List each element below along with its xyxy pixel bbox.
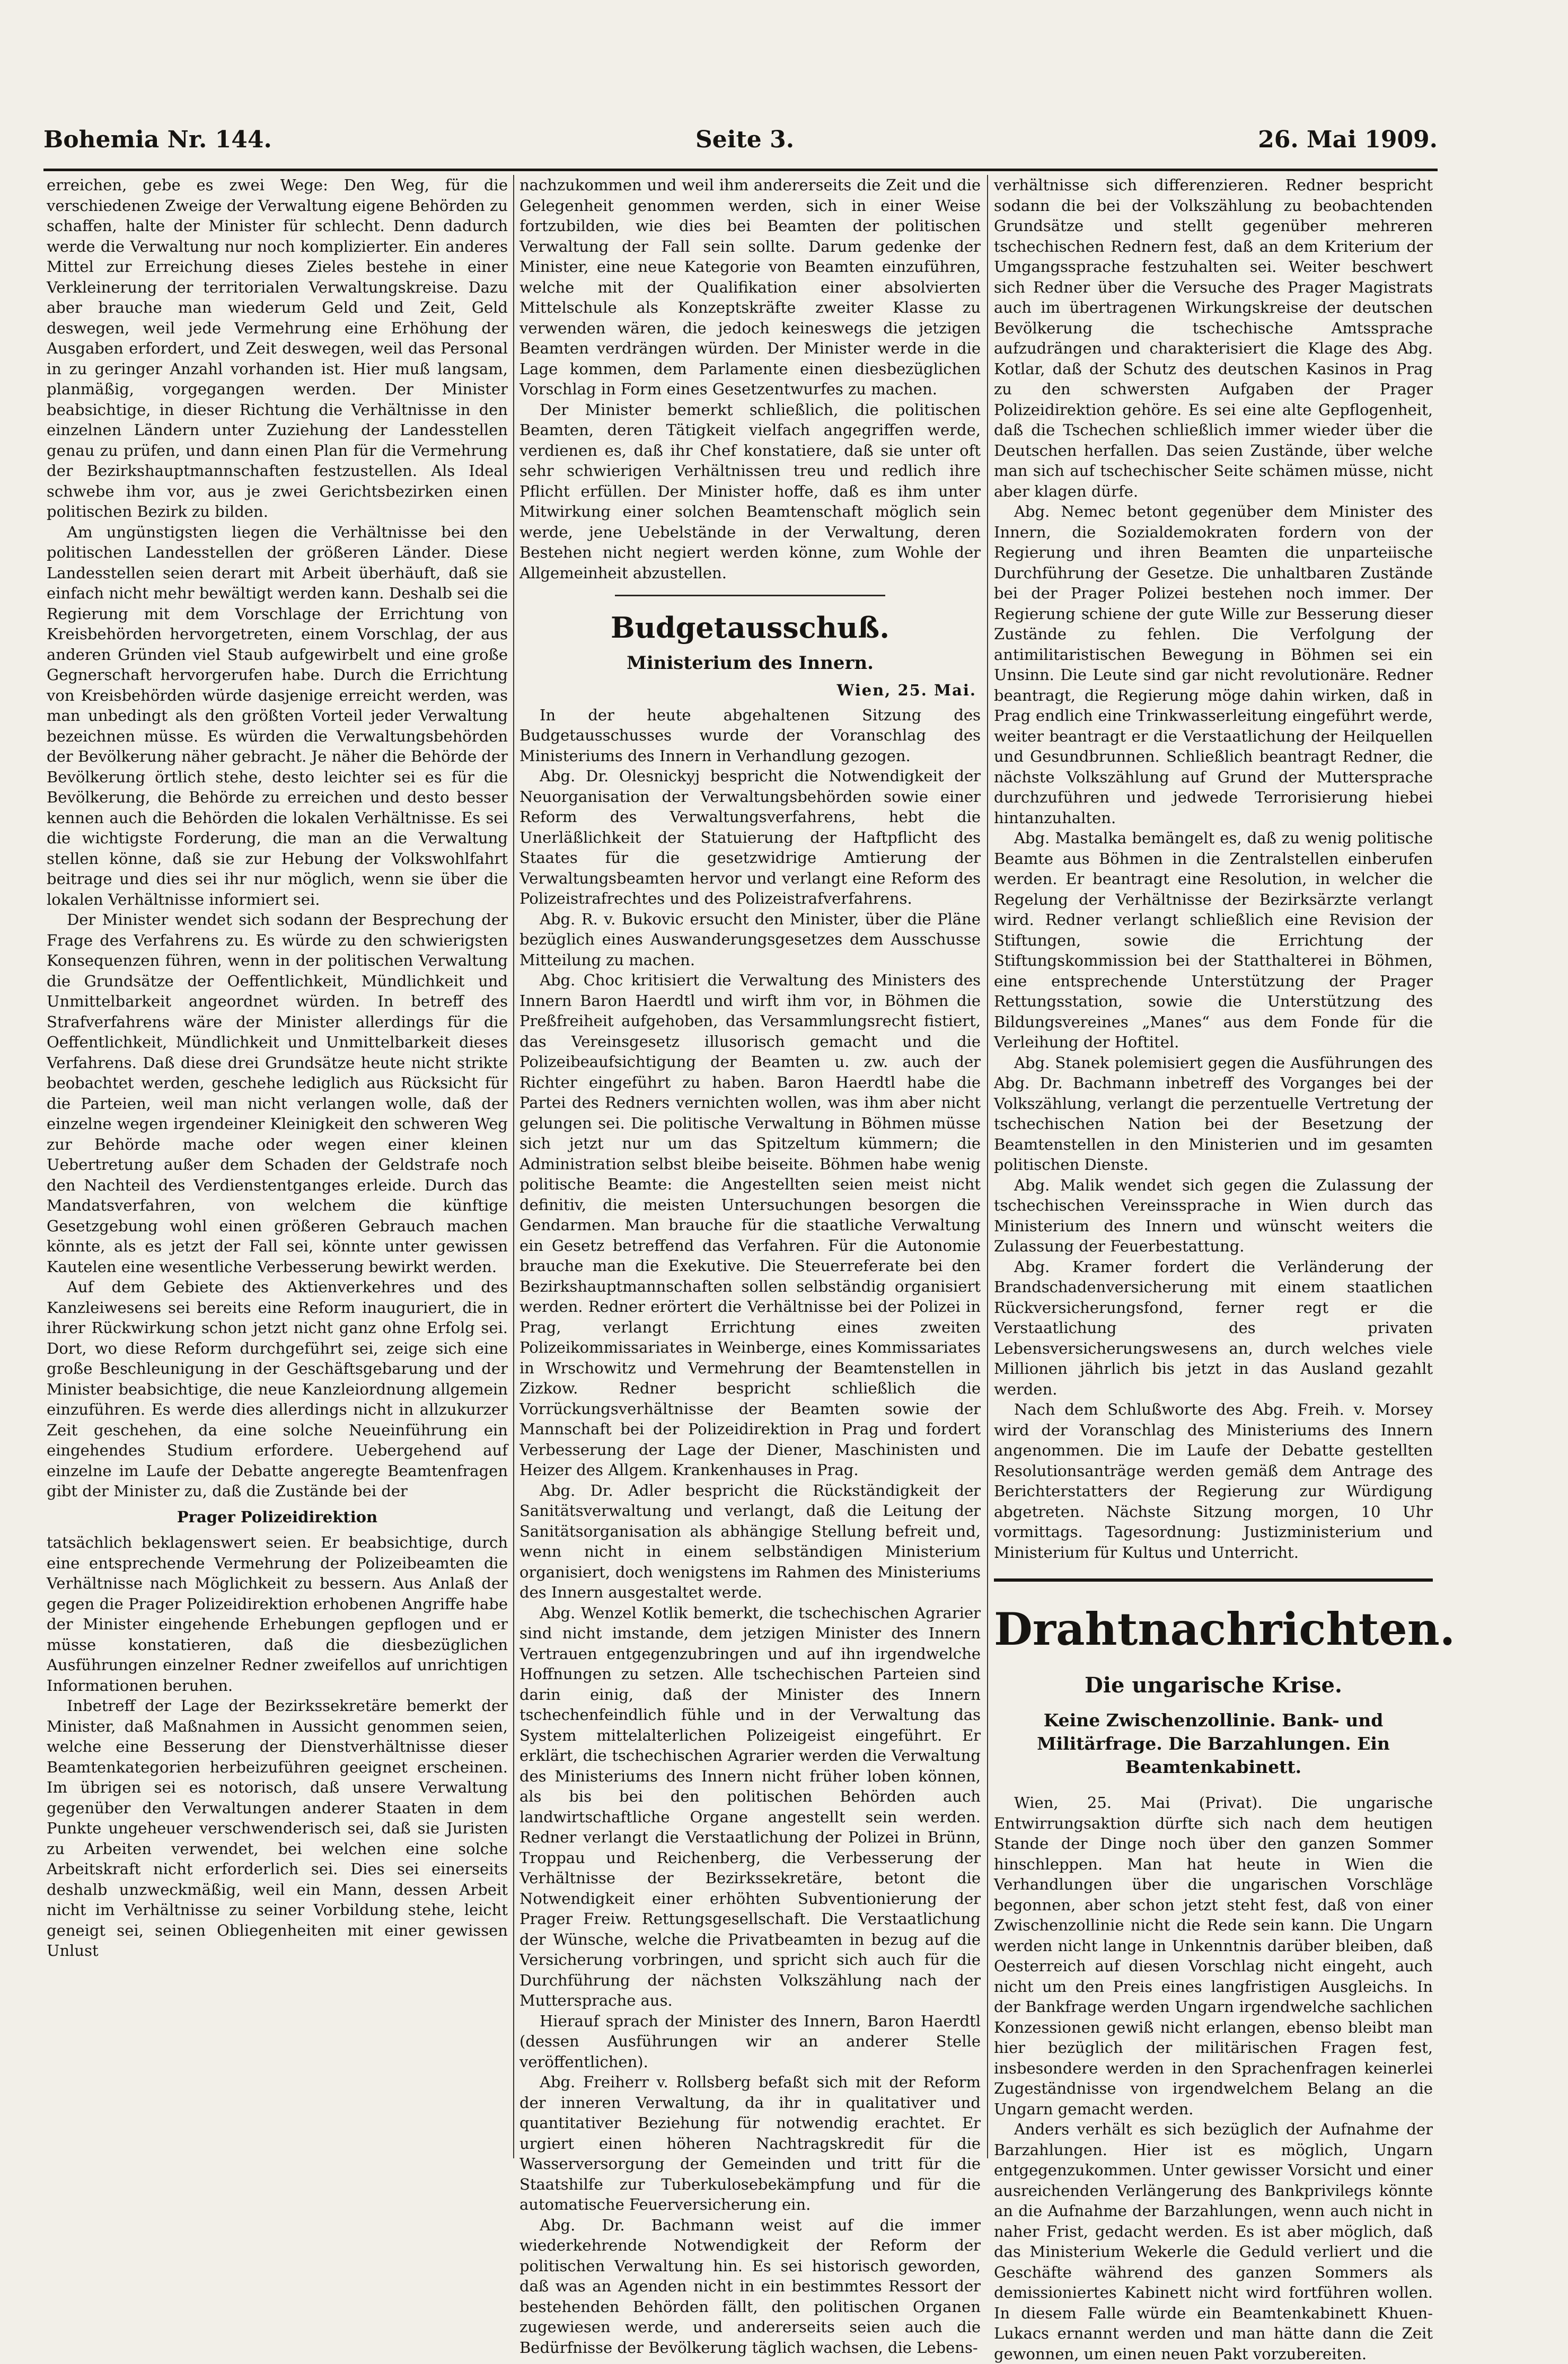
paragraph: Hierauf sprach der Minister des Innern, Baron Haerdtl (dessen Ausführungen wir an anderer Stelle veröffentlichen). — [519, 2012, 981, 2071]
article-title-ungarische-krise: Die ungarische Krise. — [1085, 1673, 1342, 1698]
paragraph: Abg. Wenzel Kotlik bemerkt, die tschechischen Agrarier sind nicht imstande, dem jetzigen Minister des Innern Vertrauen entgegenzubringen und auf ihn irgendwelche Hoffnungen zu setzen. Alle tschechischen Parteien sind darin einig, daß der Minister des Innern tschechenfeindlich fühle und in der Verwaltung das System mittelalterlichen Polizeigeist eingeführt. Er erklärt, die tschechischen Agrarier werden die Verwaltung des Ministeriums des Innern nicht früher loben können, als bis bei den politischen Behörden auch landwirtschaftliche Organe angestellt sein werden. Redner verlangt die Verstaatlichung der Polizei in Brünn, Troppau und Reichenberg, die Verbesserung der Verhältnisse der Bezirkssekretäre, betont die Notwendigkeit einer erhöhten Subventionierung der Prager Freiw. Rettungsgesellschaft. Die Verstaatlichung der Wünsche, welche die Privatbeamten in bezug auf die Versicherung vorbringen, und spricht sich auch für die Durchführung der nächsten Volkszählung nach der Muttersprache aus. — [519, 1603, 981, 2009]
paragraph: Der Minister bemerkt schließlich, die politischen Beamten, deren Tätigkeit vielfach angegriffen werde, verdienen es, daß ihr Chef konstatiere, daß sie unter oft sehr schwierigen Verhältnissen treu und redlich ihre Pflicht erfüllen. Der Minister hoffe, daß es ihm unter Mitwirkung einer solchen Beamtenschaft möglich sein werde, jene Uebelstände in der Verwaltung, deren Bestehen nicht negiert werden könne, zum Wohle der Allgemeinheit abzustellen. — [519, 400, 981, 582]
paragraph: Abg. R. v. Bukovic ersucht den Minister, über die Pläne bezüglich eines Auswanderungsgesetzes dem Ausschusse Mitteilung zu machen. — [519, 910, 981, 969]
paragraph: Wien, 25. Mai (Privat). Die ungarische Entwirrungsaktion dürfte sich nach dem heutigen Stande der Dinge noch über den ganzen Sommer hinschleppen. Man hat heute in Wien die Verhandlungen über die ungarischen Vorschläge begonnen, aber schon jetzt steht fest, daß von einer Zwischenzollinie nicht die Rede sein kann. Die Ungarn werden nicht lange in Unkenntnis darüber bleiben, daß Oesterreich auf diesen Vorschlag nicht eingeht, auch nicht um den Preis eines langfristigen Ausgleichs. In der Bankfrage werden Ungarn irgendwelche sachlichen Konzessionen gewiß nicht erlangen, ebenso bleibt man hier bezüglich der militärischen Fragen fest, insbesondere werden in den Sprachenfragen keinerlei Zugeständnisse von irgendwelchem Belang an die Ungarn gemacht werden. — [994, 1794, 1433, 2118]
paragraph: nachzukommen und weil ihm andererseits die Zeit und die Gelegenheit genommen werden, sich in einer Weise fortzubilden, wie dies bei Beamten der politischen Verwaltung der Fall sein sollte. Darum gedenke der Minister, eine neue Kategorie von Beamten einzuführen, welche mit der Qualifikation einer absolvierten Mittelschule als Konzeptskräfte zweiter Klasse zu verwenden wären, die jedoch keineswegs die jetzigen Beamten verdrängen würden. Der Minister werde in die Lage kommen, dem Parlamente einen diesbezüglichen Vorschlag in Form eines Gesetzentwurfes zu machen. — [519, 176, 981, 398]
inline-heading-prager-polizeidirektion: Prager Polizeidirektion — [177, 1507, 378, 1526]
column-rule-1 — [513, 175, 514, 2158]
separator — [615, 595, 885, 596]
column-1 — [47, 175, 508, 2158]
section-title-budgetausschuss: Budgetausschuß. — [611, 611, 889, 645]
paragraph: In der heute abgehaltenen Sitzung des Budgetausschusses wurde der Voranschlag des Ministeriums des Innern in Verhandlung gezogen. — [519, 705, 981, 765]
paragraph: verhältnisse sich differenzieren. Redner bespricht sodann die bei der Volkszählung zu beobachtenden Grundsätze und stellt gegenüber mehreren tschechischen Rednern fest, daß an dem Kriterium der Umgangssprache festzuhalten sei. Weiter beschwert sich Redner über die Versuche des Prager Magistrats auch im übertragenen Wirkungskreise der deutschen Bevölkerung die tschechische Amtssprache aufzudrängen und charakterisiert die Klage des Abg. Kotlar, daß der Schutz des deutschen Kasinos in Prag zu den schwersten Aufgaben der Prager Polizeidirektion gehöre. Es sei eine alte Gepflogenheit, daß die Tschechen schließlich immer wieder über die Deutschen herfallen. Das seien Zustände, über welche man sich auf tschechischer Seite schämen müsse, nicht aber klagen dürfe. — [994, 176, 1433, 500]
column-3 — [994, 175, 1456, 2363]
paragraph: Abg. Mastalka bemängelt es, daß zu wenig politische Beamte aus Böhmen in die Zentralstellen einberufen werden. Er beantragt eine Resolution, in welcher die Regelung der Verhältnisse der Bezirksärzte verlangt wird. Redner verlangt schließlich eine Revision der Stiftungen, sowie die Errichtung der Stiftungskommission bei der Statthalterei in Böhmen, eine entsprechende Unterstützung der Prager Rettungsstation, sowie die Unterstützung des Bildungsvereines „Manes“ aus dem Fonde für die Verleihung der Hoftitel. — [994, 829, 1433, 1051]
section-title-drahtnachrichten: Drahtnachrichten. — [994, 1603, 1456, 1655]
paragraph: erreichen, gebe es zwei Wege: Den Weg, für die verschiedenen Zweige der Verwaltung eigene Behörden zu schaffen, halte der Minister für schlecht. Denn dadurch werde die Verwaltung nur noch komplizierter. Ein anderes Mittel zur Erreichung dieses Zieles bestehe in einer Verkleinerung der territorialen Verwaltungskreise. Dazu aber brauche man wiederum Geld und Zeit, Geld deswegen, weil jede Vermehrung eine Erhöhung der Ausgaben erfordert, und Zeit deswegen, weil das Personal in zu geringer Anzahl vorhanden ist. Hier muß langsam, planmäßig, vorgegangen werden. Der Minister beabsichtige, in dieser Richtung die Verhältnisse in den einzelnen Ländern unter Zuziehung der Landesstellen genau zu prüfen, und dann einen Plan für die Vermehrung der Bezirkshauptmannschaften festzustellen. Als Ideal schwebe ihm vor, aus je zwei Gerichtsbezirken einen politischen Bezirk zu bilden. — [47, 176, 508, 521]
paragraph: Abg. Dr. Olesnickyj bespricht die Notwendigkeit der Neuorganisation der Verwaltungsbehörden sowie einer Reform des Verwaltungsverfahrens, hebt die Unerläßlichkeit der Statuierung der Haftpflicht des Staates für die gesetzwidrige Amtierung der Verwaltungsbeamten hervor und verlangt eine Reform des Polizeistrafrechtes und des Polizeistrafverfahrens. — [519, 767, 981, 907]
paragraph: Inbetreff der Lage der Bezirkssekretäre bemerkt der Minister, daß Maßnahmen in Aussicht genommen seien, welche eine Besserung der Dienstverhältnisse dieser Beamtenkategorien herbeizuführen geeignet erscheinen. Im übrigen sei es notorisch, daß unsere Verwaltung gegenüber den Verwaltungen anderer Staaten in dem Punkte ungeheuer verschwenderisch sei, daß sie Juristen zu Arbeiten verwendet, bei welchen eine solche Arbeitskraft nicht erforderlich sei. Dies sei einerseits deshalb unzweckmäßig, weil ein Mann, dessen Arbeit nicht im Verhältnisse zu seiner Vorbildung stehe, leicht geneigt sei, seinen Obliegenheiten mit einer gewissen Unlust — [47, 1697, 508, 1960]
header-page-number: Seite 3. — [695, 126, 795, 153]
header-issue: Bohemia Nr. 144. — [43, 126, 272, 153]
column-2 — [519, 175, 981, 2357]
paragraph: Abg. Kramer fordert die Verländerung der Brandschadenversicherung mit einem staatlichen Rückversicherungsfond, ferner regt er die Verstaatlichung des privaten Lebensversicherungswesens an, durch welches viele Millionen jährlich bis jetzt in das Ausland gezahlt werden. — [994, 1257, 1433, 1398]
paragraph: Abg. Dr. Adler bespricht die Rückständigkeit der Sanitätsverwaltung und verlangt, daß die Leitung der Sanitätsorganisation als abhängige Stellung befreit und, wenn nicht in einem selbständigen Ministerium organisiert, doch wenigstens im Rahmen des Ministeriums des Innern ausgestaltet werde. — [519, 1481, 981, 1601]
article-lead: Keine Zwischenzollinie. Bank- und Militärfrage. Die Barzahlungen. Ein Beamtenkabinett. — [1037, 1710, 1390, 1777]
column-rule-2 — [987, 175, 988, 2158]
paragraph: tatsächlich beklagenswert seien. Er beabsichtige, durch eine entsprechende Vermehrung der Polizeibeamten die Verhältnisse nach Möglichkeit zu bessern. Aus Anlaß der gegen die Prager Polizeidirektion erhobenen Angriffe habe der Minister eingehende Erhebungen gepflogen und er müsse konstatieren, daß die diesbezüglichen Ausführungen einzelner Redner zweifellos auf unrichtigen Informationen beruhen. — [47, 1533, 508, 1695]
paragraph: Anders verhält es sich bezüglich der Aufnahme der Barzahlungen. Hier ist es möglich, Ungarn entgegenzukommen. Unter gewisser Vorsicht und einer ausreichenden Verlängerung des Bankprivilegs könnte an die Aufnahme der Barzahlungen, wenn auch nicht in naher Frist, gedacht werden. Es ist aber möglich, daß das Ministerium Wekerle die Geduld verliert und die Geschäfte während des ganzen Sommers als demissioniertes Kabinett nicht wird fortführen wollen. In diesem Falle würde ein Beamtenkabinett Khuen-Lukacs ernannt werden und man hätte dann die Zeit gewonnen, um einen neuen Pakt vorzubereiten. — [994, 2120, 1433, 2363]
subsection-title: Ministerium des Innern. — [627, 652, 874, 674]
paragraph: Abg. Choc kritisiert die Verwaltung des Ministers des Innern Baron Haerdtl und wirft ihm vor, in Böhmen die Preßfreiheit aufgehoben, das Versammlungsrecht fistiert, das Vereinsgesetz illusorisch gemacht und die Polizeibeaufsichtigung der Beamten u. zw. auch der Richter eingeführt zu haben. Baron Haerdtl habe die Partei des Redners vernichten wollen, was ihm aber nicht gelungen sei. Die politische Verwaltung in Böhmen müsse sich jetzt nur um das Spitzeltum kümmern; die Administration selbst bleibe beiseite. Böhmen habe wenig politische Beamte: die Angestellten seien meist nicht definitiv, die meisten Untersuchungen besorgen die Gendarmen. Man brauche für die staatliche Verwaltung ein Gesetz betreffend das Verfahren. Für die Autonomie brauche man die Exekutive. Die Steuerreferate bei den Bezirkshauptmannschaften sollen selbständig organisiert werden. Redner erörtert die Verhältnisse bei der Polizei in Prag, verlangt Errichtung eines zweiten Polizeikommissariates in Weinberge, eines Kommissariates in Wrschowitz und Vermehrung der Beamtenstellen in Zizkow. Redner bespricht schließlich die Vorrückungsverhältnisse der Beamten sowie der Mannschaft bei der Polizeidirektion in Prag und fordert Verbesserung der Lage der Diener, Maschinisten und Heizer des Allgem. Krankenhauses in Prag. — [519, 971, 981, 1479]
paragraph: Der Minister wendet sich sodann der Besprechung der Frage des Verfahrens zu. Es würde zu den schwierigsten Konsequenzen führen, wenn in der politischen Verwaltung die Grundsätze der Oeffentlichkeit, Mündlichkeit und Unmittelbarkeit angeordnet würden. In betreff des Strafverfahrens wäre der Minister allerdings für die Oeffentlichkeit, Mündlichkeit und Unmittelbarkeit dieses Verfahrens. Daß diese drei Grundsätze heute nicht strikte beobachtet werden, geschehe lediglich aus Rücksicht für die Parteien, weil man nicht verlangen wolle, daß der einzelne wegen irgendeiner Kleinigkeit den schweren Weg zur Behörde mache oder wegen einer kleinen Uebertretung außer dem Schaden der Geldstrafe noch den Nachteil des Verdienstentganges erleide. Durch das Mandatsverfahren, von welchem die künftige Gesetzgebung wohl einen größeren Gebrauch machen könnte, als es jetzt der Fall sei, könnte unter gewissen Kautelen eine wesentliche Verbesserung bewirkt werden. — [47, 911, 508, 1276]
paragraph: Am ungünstigsten liegen die Verhältnisse bei den politischen Landesstellen der größeren Länder. Diese Landesstellen seien derart mit Arbeit überhäuft, daß sie einfach nicht mehr bewältigt werden kann. Deshalb sei die Regierung mit dem Vorschlage der Errichtung von Kreisbehörden hervorgetreten, einem Vorschlag, der aus anderen Gründen viel Staub aufgewirbelt und eine große Gegnerschaft hervorgerufen habe. Durch die Errichtung von Kreisbehörden würde dasjenige erreicht werden, was man unbedingt als den größten Vorteil jeder Verwaltung bezeichnen müsse. Es würden die Verwaltungsbehörden der Bevölkerung näher gebracht. Je näher die Behörde der Bevölkerung örtlich stehe, desto leichter sei es für die Bevölkerung, die Behörde zu erreichen und desto besser kennen auch die Behörden die lokalen Verhältnisse. Es sei die wichtigste Forderung, die man an die Verwaltung stellen könne, daß sie zur Hebung der Volkswohlfahrt beitrage und dies sei ihr nur möglich, wenn sie über die lokalen Verhältnisse informiert sei. — [47, 523, 508, 908]
paragraph: Abg. Stanek polemisiert gegen die Ausführungen des Abg. Dr. Bachmann inbetreff des Vorganges bei der Volkszählung, verlangt die perzentuelle Vertretung der tschechischen Nation bei der Besetzung der Beamtenstellen in den Ministerien und im gesamten politischen Dienste. — [994, 1053, 1433, 1174]
paragraph: Abg. Freiherr v. Rollsberg befaßt sich mit der Reform der inneren Verwaltung, da ihr in qualitativer und quantitativer Beziehung für notwendig erachtet. Er urgiert einen höheren Nachtragskredit für die Wasserversorgung der Gemeinden und tritt für die Staatshilfe zur Tuberkulosebekämpfung und für die automatische Feuerversicherung ein. — [519, 2073, 981, 2213]
paragraph: Auf dem Gebiete des Aktienverkehres und des Kanzleiwesens sei bereits eine Reform inauguriert, die in ihrer Rückwirkung schon jetzt nicht ganz ohne Erfolg sei. Dort, wo diese Reform durchgeführt sei, zeige sich eine große Beschleunigung in der Geschäftsgebarung und der Minister beabsichtige, die neue Kanzleiordnung allgemein einzuführen. Es werde dies allerdings nicht in allzukurzer Zeit geschehen, da eine solche Neueinführung ein eingehendes Studium erfordere. Uebergehend auf einzelne im Laufe der Debatte angeregte Beamtenfragen gibt der Minister zu, daß die Zustände bei der — [47, 1278, 508, 1500]
paragraph: Nach dem Schlußworte des Abg. Freih. v. Morsey wird der Voranschlag des Ministeriums des Innern angenommen. Die im Laufe der Debatte gestellten Resolutionsanträge werden gemäß dem Antrage des Berichterstatters der Regierung zur Würdigung abgetreten. Nächste Sitzung morgen, 10 Uhr vormittags. Tagesordnung: Justizministerium und Ministerium für Kultus und Unterricht. — [994, 1400, 1433, 1562]
paragraph: Abg. Malik wendet sich gegen die Zulassung der tschechischen Vereinssprache in Wien durch das Ministerium des Innern und wünscht weiters die Zulassung der Feuerbestattung. — [994, 1176, 1433, 1255]
page-header — [43, 121, 1438, 162]
header-rule — [43, 169, 1438, 171]
section-rule — [994, 1578, 1433, 1582]
header-date: 26. Mai 1909. — [1258, 126, 1438, 153]
paragraph: Abg. Nemec betont gegenüber dem Minister des Innern, die Sozialdemokraten fordern von der Regierung und ihren Beamten die unparteiische Durchführung der Gesetze. Die unhaltbaren Zustände bei der Prager Polizei bestehen noch immer. Der Regierung schiene der gute Wille zur Besserung dieser Zustände zu fehlen. Die Verfolgung der antimilitaristischen Bewegung in Böhmen sei ein Unsinn. Die Leute sind gar nicht revolutionäre. Redner beantragt, die Regierung möge dahin wirken, daß in Prag endlich eine Trinkwasserleitung eingeführt werde, weiter beantragt er die Verstaatlichung der Heilquellen und Gesundbrunnen. Schließlich beantragt Redner, die nächste Volkszählung auf Grund der Muttersprache durchzuführen und jedwede Terrorisierung hiebei hintanzuhalten. — [994, 502, 1433, 827]
dateline: Wien, 25. Mai. — [836, 681, 976, 699]
paragraph: Abg. Dr. Bachmann weist auf die immer wiederkehrende Notwendigkeit der Reform der politischen Verwaltung hin. Es sei historisch geworden, daß was an Agenden nicht in ein bestimmtes Ressort der bestehenden Behörden fällt, den politischen Organen zugewiesen werde, und andererseits seien auch die Bedürfnisse der Bevölkerung täglich wachsen, die Lebens- — [519, 2216, 981, 2357]
